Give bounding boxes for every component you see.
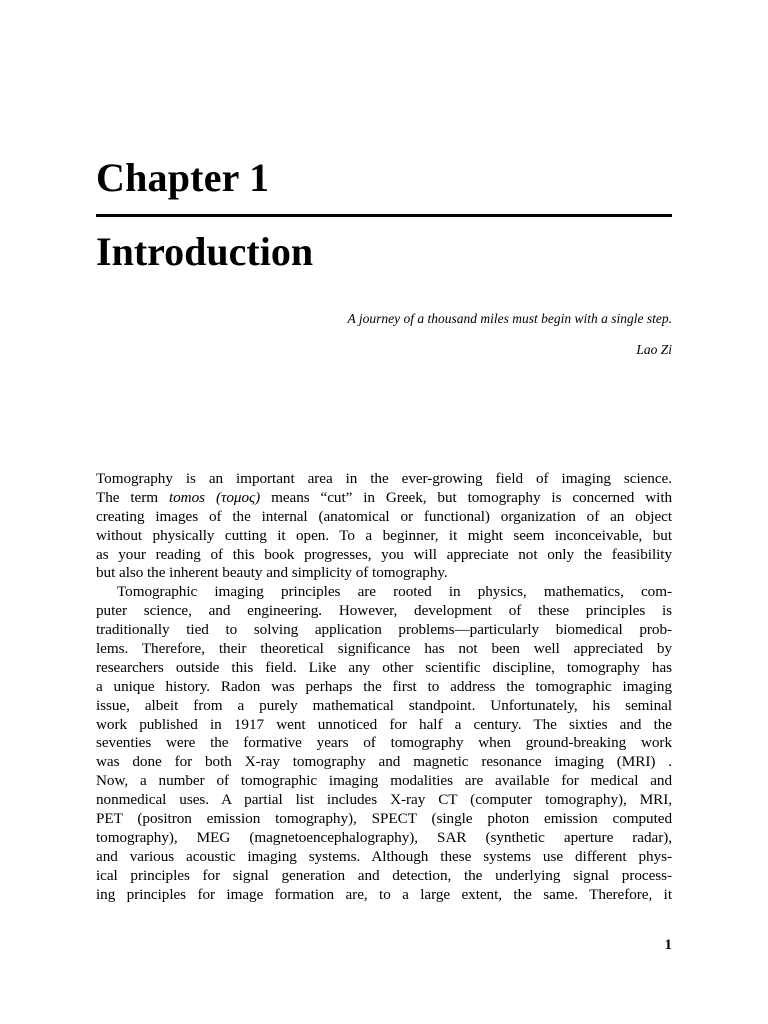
paragraph-line: seventies were the formative years of tomography when ground-breaking work [96,734,672,752]
paragraph-line: issue, albeit from a purely mathematical standpoint. Unfortunately, his seminal [96,696,672,714]
paragraph-line: nonmedical uses. A partial list includes X-ray CT (computer tomography), MRI, [96,791,672,809]
paragraph-line: puter science, and engineering. However, development of these principles is [96,602,672,620]
paragraph-line: a unique history. Radon was perhaps the first to address the tomographic imaging [96,677,672,695]
paragraph-line: PET (positron emission tomography), SPECT (single photon emission computed [96,810,672,828]
chapter-rule [96,214,672,217]
paragraph-line: ical principles for signal generation and detection, the underlying signal process- [96,866,672,884]
paragraph-line: ing principles for image formation are, to a large extent, the same. Therefore, it [96,885,672,903]
greek-term: (τομος) [215,488,261,506]
epigraph-author: Lao Zi [636,342,672,357]
text-run: means “cut” in Greek, but tomography is concerned with [271,488,673,506]
paragraph-line: Now, a number of tomographic imaging modalities are available for medical and [96,772,672,790]
paragraph-line: and various acoustic imaging systems. Although these systems use different phys- [96,847,672,865]
paragraph-line: without physically cutting it open. To a beginner, it might seem inconceivable, but [96,526,672,544]
italic-term: tomos [168,488,206,506]
paragraph-line: was done for both X-ray tomography and magnetic resonance imaging (MRI) . [96,753,672,771]
chapter-title: Introduction [96,229,314,274]
paragraph-line [96,489,672,508]
paragraph-line: lems. Therefore, their theoretical significance has not been well appreciated by [96,640,672,658]
paragraph-line: as your reading of this book progresses, you will appreciate not only the feasibility [96,545,672,563]
epigraph-quote: A journey of a thousand miles must begin with a single step. [347,311,672,326]
page-number: 1 [664,937,672,953]
paragraph-line: work published in 1917 went unnoticed for half a century. The sixties and the [96,715,672,733]
text-run: The term [96,488,159,506]
paragraph-line: Tomographic imaging principles are rooted in physics, mathematics, com- [117,583,672,601]
paragraph-line: creating images of the internal (anatomical or functional) organization of an object [96,507,672,525]
paragraph-line: traditionally tied to solving application problems—particularly biomedical prob- [96,621,672,639]
paragraph-line: Tomography is an important area in the ever-growing field of imaging science. [96,470,672,487]
paragraph-line: tomography), MEG (magnetoencephalography), SAR (synthetic aperture radar), [96,828,672,846]
body-text [96,470,672,904]
paragraph-line: but also the inherent beauty and simplicity of tomography. [96,564,448,582]
chapter-label: Chapter 1 [96,155,270,200]
paragraph-line: researchers outside this field. Like any other scientific discipline, tomography has [96,658,672,676]
book-page [96,0,672,1024]
